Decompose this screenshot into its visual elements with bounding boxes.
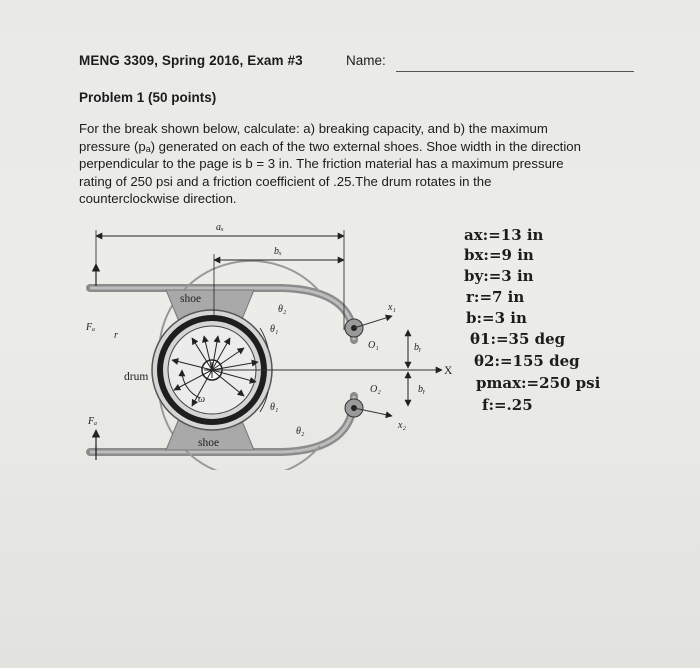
given-ax: ax:=13 in — [464, 226, 544, 244]
exam-header: MENG 3309, Spring 2016, Exam #3 — [79, 53, 303, 68]
given-theta1: θ1:=35 deg — [470, 330, 566, 348]
name-label: Name: — [346, 53, 386, 68]
problem-title: Problem 1 (50 points) — [79, 90, 217, 105]
given-r: r:=7 in — [466, 288, 525, 306]
shoe-bottom-label: shoe — [198, 437, 220, 449]
theta2-bottom-label: θ₂ — [296, 426, 305, 437]
o2-label: O₂ — [370, 384, 381, 395]
x-axis-label: X — [444, 365, 452, 377]
theta2-top-label: θ₂ — [278, 304, 287, 315]
omega-label: ω — [198, 394, 206, 405]
fa-bottom-label: Fₐ — [88, 416, 98, 427]
problem-line: counterclockwise direction. — [79, 191, 237, 207]
given-pmax: pmax:=250 psi — [476, 374, 601, 392]
problem-line: perpendicular to the page is b = 3 in. The friction material has a maximum pressure — [79, 156, 564, 172]
brake-diagram — [82, 220, 452, 470]
given-f: f:=.25 — [482, 396, 533, 414]
name-blank-line — [396, 71, 634, 72]
given-b: b:=3 in — [466, 309, 527, 327]
by-bottom-label: bᵧ — [418, 384, 426, 395]
by-top-label: bᵧ — [414, 342, 422, 353]
fa-top-label: Fₐ — [86, 322, 96, 333]
drum-label: drum — [124, 371, 149, 383]
o1-label: O₁ — [368, 340, 379, 351]
theta1-top-label: θ₁ — [270, 324, 279, 335]
theta1-bottom-label: θ₁ — [270, 402, 279, 413]
given-theta2: θ2:=155 deg — [474, 352, 580, 370]
radius-label: r — [114, 330, 118, 341]
problem-line: pressure (pₐ) generated on each of the two external shoes. Shoe width in the direction — [79, 138, 581, 154]
given-by: by:=3 in — [464, 267, 534, 285]
given-bx: bx:=9 in — [464, 246, 534, 264]
shoe-top-label: shoe — [180, 293, 202, 305]
x2-label: x₂ — [398, 420, 406, 431]
problem-line: rating of 250 psi and a friction coefficient of .25.The drum rotates in the — [79, 173, 492, 189]
bx-label: bₓ — [274, 246, 282, 257]
problem-statement — [79, 120, 659, 208]
problem-line: For the break shown below, calculate: a) breaking capacity, and b) the maximum — [79, 121, 548, 136]
x1-label: x₁ — [388, 302, 396, 313]
ax-label: aₓ — [216, 222, 224, 233]
